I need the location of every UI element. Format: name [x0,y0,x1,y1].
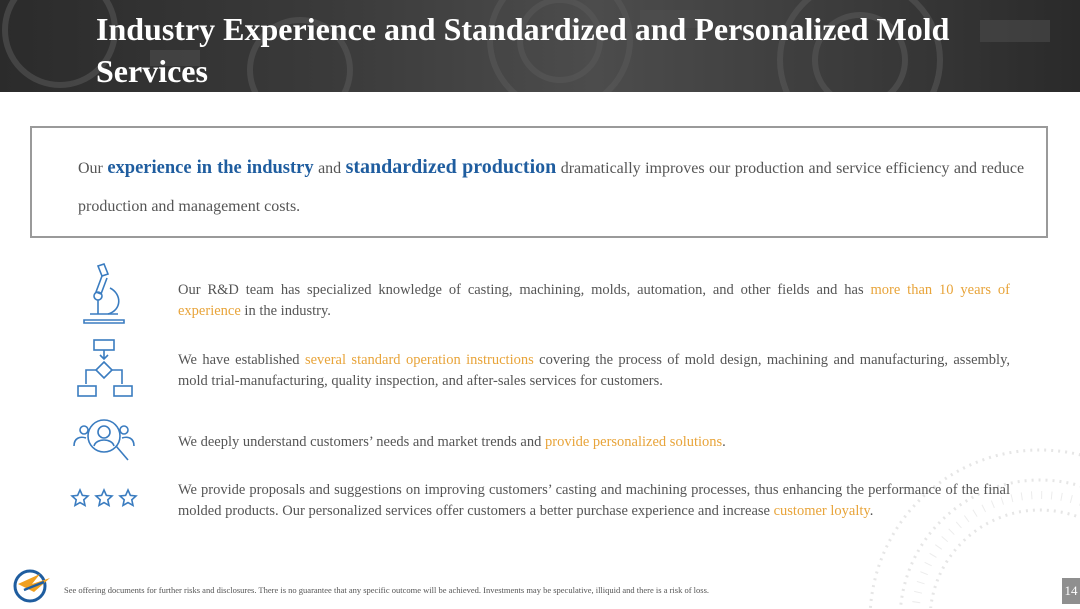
header-banner [0,0,1080,92]
customer-search-icon [68,416,140,480]
summary-highlight-experience: experience in the industry [107,158,314,178]
flowchart-icon [68,338,140,402]
highlight-customer-loyalty: customer loyalty [773,503,870,519]
summary-mid: and [318,160,342,177]
summary-text [78,148,1024,226]
highlight-standard-instructions: several standard operation instructions [304,352,534,368]
microscope-icon [68,262,140,326]
summary-highlight-standardized: standardized production [345,156,557,178]
disclaimer-text: See offering documents for further risks and disclosures. There is no guarantee that any specific outcome will be achieved. Investments may be speculative, illiquid and there is a risk of loss. [64,585,710,595]
highlight-experience-years: more than 10 years of experience [178,282,1010,319]
page-title: Industry Experience and Standardized and Personalized Mold Services [96,11,950,89]
feature-text-personalized: We deeply understand customers’ needs and market trends and provide personalized solutions. [178,434,726,450]
feature-text-rd: Our R&D team has specialized knowledge of casting, machining, molds, automation, and other fields and has more than 10 years of experience in the industry. [178,282,1010,319]
summary-lead: Our [78,160,103,177]
feature-text-standards: We have established several standard operation instructions covering the process of mold design, machining and manufacturing, assembly, mold trial-manufacturing, quality inspection, and after-sales services for customers. [178,352,1011,389]
summary-box [30,126,1048,238]
summary-rest: dramatically improves our production and service efficiency and reduce production and management costs. [78,160,1025,215]
feature-text-proposals: We provide proposals and suggestions on improving customers’ casting and machining processes, thus enhancing the performance of the final molded products. Our personalized services offer customers a better purchase experience and increase customer loyalty. [178,482,1010,519]
company-logo [10,566,62,604]
page-number: 14 [1062,578,1080,604]
three-stars-icon [68,474,140,538]
highlight-personalized-solutions: provide personalized solutions [544,434,723,450]
